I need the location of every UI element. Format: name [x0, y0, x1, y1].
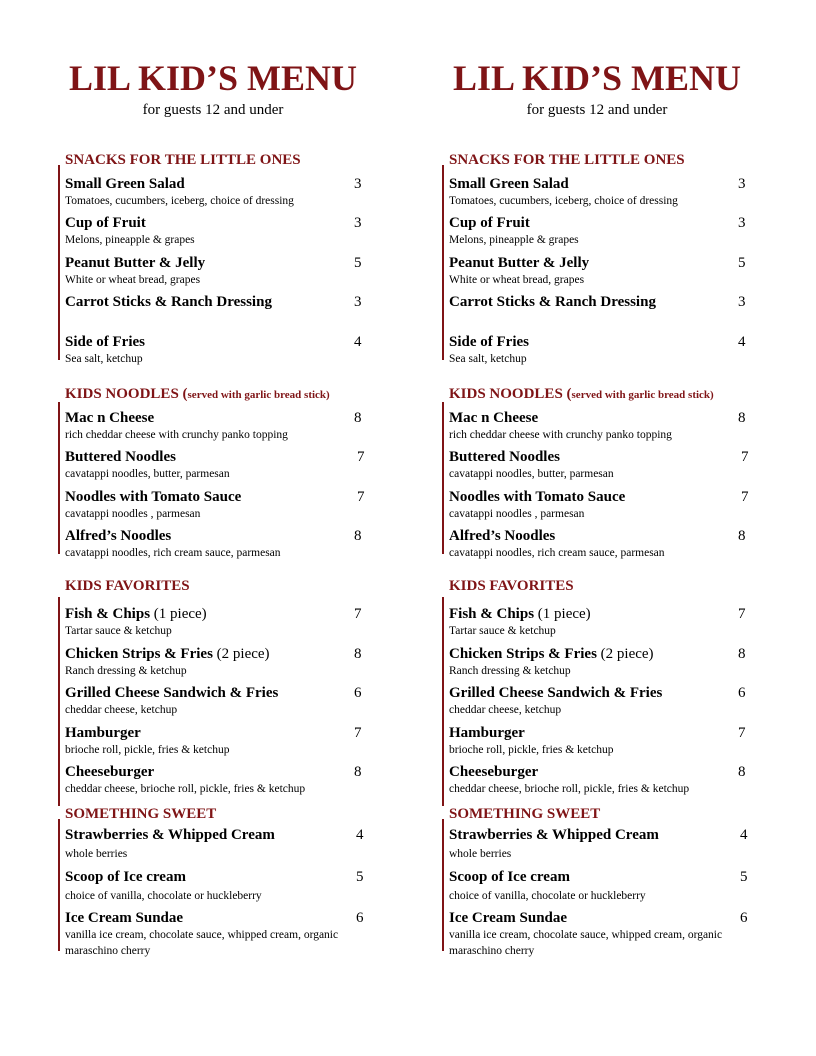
menu-item-name-text: Peanut Butter & Jelly — [65, 255, 206, 271]
menu-title: LIL KID’S MENU — [68, 58, 358, 98]
menu-item-description: brioche roll, pickle, fries & ketchup — [65, 744, 230, 756]
section-title-text: KIDS FAVORITES — [65, 578, 190, 594]
menu-item-description: White or wheat bread, grapes — [65, 274, 201, 286]
menu-item-price: 5 — [356, 869, 364, 885]
menu-item-price: 3 — [738, 215, 746, 231]
menu-item-name — [449, 724, 525, 742]
menu-item-price: 6 — [740, 910, 748, 926]
menu-item-name — [449, 175, 569, 193]
menu-item-name — [65, 826, 275, 844]
menu-item-price: 8 — [738, 646, 746, 662]
menu-item-name-text: Cheeseburger — [65, 764, 155, 780]
section-divider-bar — [58, 165, 60, 360]
menu-item-portion: (1 piece) — [150, 606, 207, 622]
section-title — [449, 386, 714, 403]
section-title-text: KIDS NOODLES ( — [449, 386, 572, 402]
section-title — [65, 386, 330, 403]
menu-item-description: Tartar sauce & ketchup — [65, 625, 172, 637]
menu-column-right — [442, 58, 752, 957]
menu-item-name-text: Strawberries & Whipped Cream — [449, 827, 659, 843]
menu-item-description: Ranch dressing & ketchup — [65, 665, 187, 677]
menu-item-name-text: Scoop of Ice cream — [449, 869, 570, 885]
menu-item-description: brioche roll, pickle, fries & ketchup — [449, 744, 614, 756]
menu-item-description: Sea salt, ketchup — [65, 353, 143, 365]
menu-item-description: rich cheddar cheese with crunchy panko topping — [449, 429, 672, 441]
section-title — [65, 806, 216, 823]
menu-item-portion: (2 piece) — [212, 646, 270, 662]
menu-item-name-text: Noodles with Tomato Sauce — [449, 489, 626, 505]
menu-item-price: 4 — [356, 827, 364, 843]
menu-item-description: cavatappi noodles, rich cream sauce, parmesan — [65, 547, 281, 559]
section-divider-bar — [58, 819, 60, 951]
menu-item-price: 7 — [354, 606, 362, 622]
menu-item-name — [449, 763, 538, 781]
menu-item-name — [449, 293, 656, 311]
menu-item-name — [65, 448, 176, 466]
menu-item-description: cavatappi noodles, butter, parmesan — [65, 468, 230, 480]
menu-item-name — [449, 868, 570, 886]
menu-item-description: Tomatoes, cucumbers, iceberg, choice of dressing — [449, 195, 678, 207]
section-title — [449, 578, 574, 595]
section-note: served with garlic bread stick) — [571, 389, 714, 401]
menu-item-description: Tartar sauce & ketchup — [449, 625, 556, 637]
menu-item-name — [65, 909, 183, 927]
menu-item-name — [65, 724, 141, 742]
menu-item-name — [65, 645, 270, 663]
menu-item-price: 8 — [738, 764, 746, 780]
menu-item-name — [65, 333, 145, 351]
menu-item-name-text: Hamburger — [65, 725, 141, 741]
menu-item-description: cavatappi noodles , parmesan — [449, 508, 585, 520]
menu-item-name — [65, 293, 272, 311]
menu-item-name-text: Chicken Strips & Fries — [449, 646, 597, 662]
menu-item-description: whole berries — [449, 848, 512, 860]
menu-item-name-text: Carrot Sticks & Ranch Dressing — [65, 294, 272, 310]
menu-item-name-text: Alfred’s Noodles — [65, 528, 172, 544]
menu-item-name-text: Strawberries & Whipped Cream — [65, 827, 275, 843]
menu-item-description: Sea salt, ketchup — [449, 353, 527, 365]
menu-item-price: 4 — [740, 827, 748, 843]
menu-item-name — [449, 488, 625, 506]
menu-item-description: cheddar cheese, brioche roll, pickle, fries & ketchup — [449, 783, 690, 795]
menu-item-name-text: Buttered Noodles — [449, 449, 560, 465]
section-divider-bar — [442, 165, 444, 360]
menu-item-description: vanilla ice cream, chocolate sauce, whipped cream, organic maraschino cherry — [65, 929, 339, 957]
section-title-text: KIDS NOODLES ( — [65, 386, 188, 402]
menu-item-name-text: Carrot Sticks & Ranch Dressing — [449, 294, 656, 310]
menu-item-price: 7 — [741, 489, 749, 505]
menu-item-price: 3 — [354, 176, 362, 192]
menu-item-description: cheddar cheese, brioche roll, pickle, fries & ketchup — [65, 783, 306, 795]
menu-item-price: 8 — [738, 528, 746, 544]
menu-item-description: choice of vanilla, chocolate or huckleberry — [449, 890, 646, 902]
menu-item-name-text: Noodles with Tomato Sauce — [65, 489, 242, 505]
menu-item-name-text: Small Green Salad — [65, 176, 185, 192]
menu-item-price: 4 — [354, 334, 362, 350]
menu-item-price: 7 — [354, 725, 362, 741]
menu-item-price: 5 — [738, 255, 746, 271]
menu-item-portion: (2 piece) — [596, 646, 654, 662]
menu-item-name-text: Fish & Chips — [449, 606, 535, 622]
menu-column-left — [58, 58, 368, 957]
menu-item-name — [65, 488, 241, 506]
menu-item-description: vanilla ice cream, chocolate sauce, whipped cream, organic maraschino cherry — [449, 929, 723, 957]
menu-item-name — [449, 909, 567, 927]
menu-item-description: rich cheddar cheese with crunchy panko topping — [65, 429, 288, 441]
menu-item-price: 7 — [357, 489, 365, 505]
menu-item-name — [65, 868, 186, 886]
section-note: served with garlic bread stick) — [187, 389, 330, 401]
menu-item-price: 6 — [354, 685, 362, 701]
menu-item-name — [449, 214, 530, 232]
menu-item-description: Melons, pineapple & grapes — [449, 234, 579, 246]
menu-item-price: 5 — [740, 869, 748, 885]
menu-item-price: 7 — [357, 449, 365, 465]
menu-item-price: 5 — [354, 255, 362, 271]
menu-item-name-text: Mac n Cheese — [65, 410, 155, 426]
menu-item-name — [449, 254, 589, 272]
menu-item-price: 8 — [354, 646, 362, 662]
menu-item-name — [449, 605, 591, 623]
menu-item-price: 3 — [738, 176, 746, 192]
menu-item-description: Tomatoes, cucumbers, iceberg, choice of dressing — [65, 195, 294, 207]
menu-item-price: 8 — [354, 528, 362, 544]
menu-item-description: whole berries — [65, 848, 128, 860]
menu-item-name — [449, 527, 555, 545]
menu-item-name — [449, 448, 560, 466]
menu-title: LIL KID’S MENU — [452, 58, 742, 98]
section-divider-bar — [442, 597, 444, 806]
menu-item-name — [65, 527, 171, 545]
menu-item-name-text: Alfred’s Noodles — [449, 528, 556, 544]
section-title-text: KIDS FAVORITES — [449, 578, 574, 594]
menu-item-description: Ranch dressing & ketchup — [449, 665, 571, 677]
section-title — [449, 152, 685, 169]
section-divider-bar — [442, 402, 444, 554]
section-title — [65, 152, 301, 169]
section-divider-bar — [58, 597, 60, 806]
menu-item-price: 3 — [354, 294, 362, 310]
menu-item-name-text: Ice Cream Sundae — [65, 910, 184, 926]
menu-item-description: cavatappi noodles, butter, parmesan — [449, 468, 614, 480]
menu-item-name-text: Peanut Butter & Jelly — [449, 255, 590, 271]
menu-item-name — [449, 333, 529, 351]
menu-item-name — [449, 409, 538, 427]
menu-item-price: 3 — [354, 215, 362, 231]
menu-item-description: Melons, pineapple & grapes — [65, 234, 195, 246]
menu-item-name-text: Ice Cream Sundae — [449, 910, 568, 926]
menu-subtitle: for guests 12 and under — [526, 102, 668, 118]
section-title-text: SNACKS FOR THE LITTLE ONES — [65, 152, 301, 168]
menu-item-name-text: Side of Fries — [65, 334, 145, 350]
menu-item-name-text: Chicken Strips & Fries — [65, 646, 213, 662]
section-title — [65, 578, 190, 595]
menu-item-price: 7 — [738, 606, 746, 622]
menu-item-price: 6 — [738, 685, 746, 701]
menu-item-name-text: Cheeseburger — [449, 764, 539, 780]
menu-item-name — [65, 409, 154, 427]
menu-item-name — [65, 763, 154, 781]
menu-subtitle: for guests 12 and under — [142, 102, 284, 118]
menu-item-name-text: Grilled Cheese Sandwich & Fries — [65, 685, 279, 701]
menu-item-name-text: Hamburger — [449, 725, 525, 741]
menu-item-description: choice of vanilla, chocolate or huckleberry — [65, 890, 262, 902]
menu-item-name-text: Small Green Salad — [449, 176, 569, 192]
menu-item-name-text: Scoop of Ice cream — [65, 869, 186, 885]
section-divider-bar — [442, 819, 444, 951]
menu-item-name — [65, 254, 205, 272]
menu-item-price: 4 — [738, 334, 746, 350]
section-title-text: SNACKS FOR THE LITTLE ONES — [449, 152, 685, 168]
menu-item-description: cavatappi noodles , parmesan — [65, 508, 201, 520]
menu-item-name — [449, 645, 654, 663]
menu-item-name-text: Cup of Fruit — [65, 215, 146, 231]
menu-item-name-text: Buttered Noodles — [65, 449, 176, 465]
menu-item-name-text: Side of Fries — [449, 334, 529, 350]
menu-item-price: 6 — [356, 910, 364, 926]
menu-item-price: 7 — [738, 725, 746, 741]
menu-item-name-text: Cup of Fruit — [449, 215, 530, 231]
menu-item-portion: (1 piece) — [534, 606, 591, 622]
menu-item-description: cheddar cheese, ketchup — [449, 704, 562, 716]
section-title-text: SOMETHING SWEET — [65, 806, 217, 822]
menu-item-price: 7 — [741, 449, 749, 465]
section-title — [449, 806, 600, 823]
menu-item-name — [449, 826, 659, 844]
menu-item-description: cheddar cheese, ketchup — [65, 704, 178, 716]
menu-item-description: White or wheat bread, grapes — [449, 274, 585, 286]
menu-item-name — [65, 214, 146, 232]
menu-item-price: 8 — [738, 410, 746, 426]
menu-item-name-text: Fish & Chips — [65, 606, 151, 622]
menu-item-description: cavatappi noodles, rich cream sauce, parmesan — [449, 547, 665, 559]
menu-item-name — [65, 605, 207, 623]
menu-item-name-text: Grilled Cheese Sandwich & Fries — [449, 685, 663, 701]
menu-item-price: 8 — [354, 410, 362, 426]
menu-item-name — [65, 175, 185, 193]
section-divider-bar — [58, 402, 60, 554]
menu-item-price: 3 — [738, 294, 746, 310]
menu-item-name-text: Mac n Cheese — [449, 410, 539, 426]
section-title-text: SOMETHING SWEET — [449, 806, 601, 822]
menu-item-name — [449, 684, 662, 702]
menu-item-name — [65, 684, 278, 702]
menu-item-price: 8 — [354, 764, 362, 780]
